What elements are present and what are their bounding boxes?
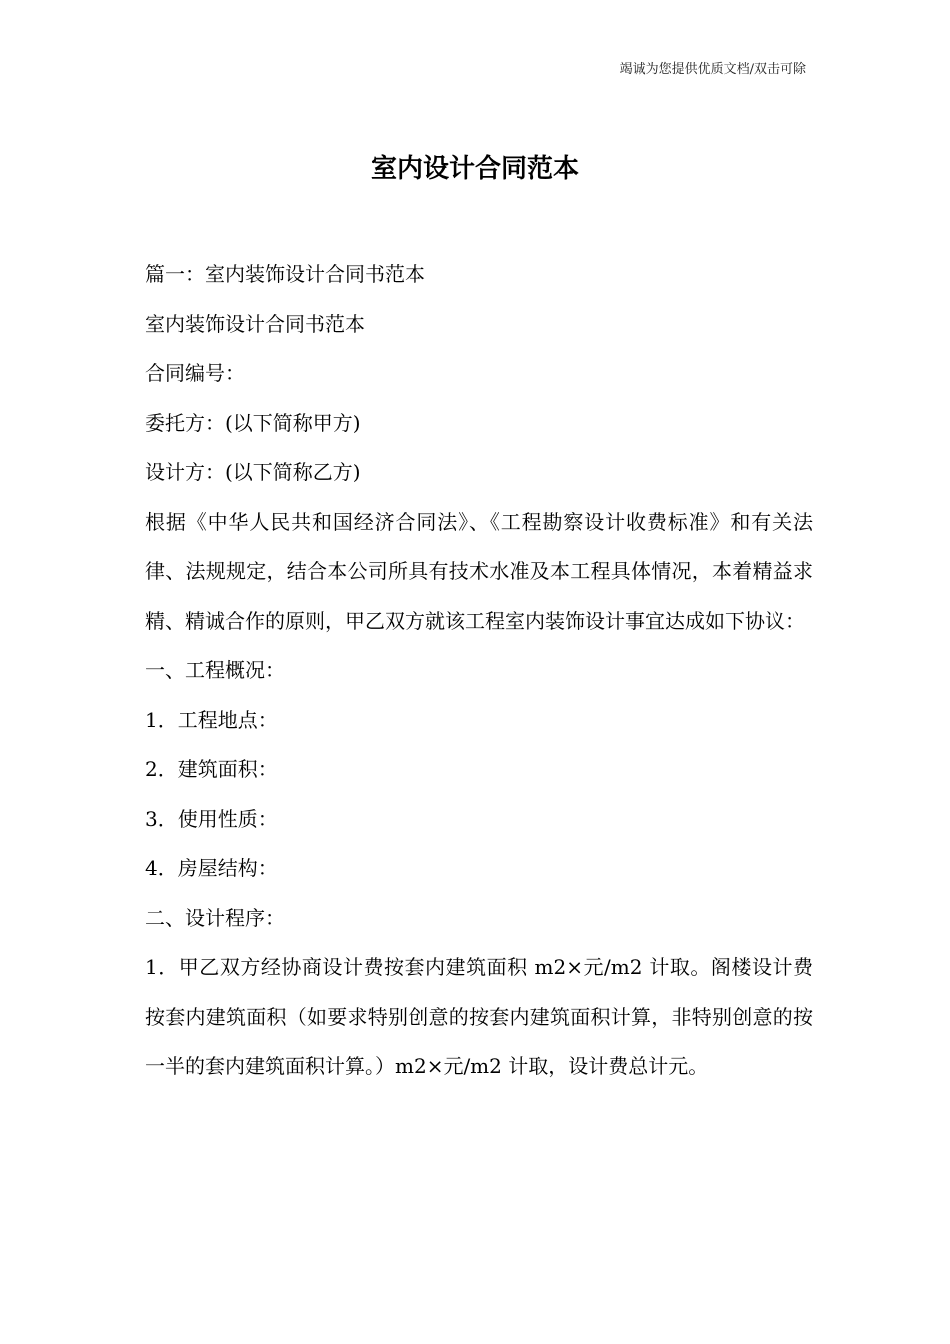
document-title: 室内设计合同范本 <box>370 154 579 184</box>
design-fee-paragraph: 1．甲乙双方经协商设计费按套内建筑面积 m2×元/m2 计取。阁楼设计费按套内建筑面积（如要求特别创意的按套内建筑面积计算，非特别创意的按一半的套内建筑面积计算。）m2×元/m2 计取，设计费总计元。 <box>145 955 813 1078</box>
designer-party-line: 设计方：(以下简称乙方) <box>145 460 361 484</box>
header-note: 竭诚为您提供优质文档/双击可除 <box>619 62 806 77</box>
building-area-line: 2．建筑面积： <box>145 757 278 781</box>
document-body <box>145 250 813 1092</box>
client-party-line: 委托方：(以下简称甲方) <box>145 410 361 435</box>
section-heading-design-procedure: 二、设计程序： <box>145 905 285 930</box>
usage-nature-line: 3．使用性质： <box>145 806 278 831</box>
section-heading-project-overview: 一、工程概况： <box>145 658 285 682</box>
building-structure-line: 4．房屋结构： <box>145 856 278 880</box>
contract-number-line: 合同编号： <box>145 361 245 385</box>
section-heading-part-one: 篇一：室内装饰设计合同书范本 <box>145 262 425 286</box>
contract-name: 室内装饰设计合同书范本 <box>145 311 365 336</box>
preamble-paragraph: 根据《中华人民共和国经济合同法》、《工程勘察设计收费标准》和有关法律、法规规定，结合本公司所具有技术水准及本工程具体情况，本着精益求精、精诚合作的原则，甲乙双方就该工程室内装饰设计事宜达成如下协议： <box>145 509 813 633</box>
project-location-line: 1．工程地点： <box>145 707 278 732</box>
